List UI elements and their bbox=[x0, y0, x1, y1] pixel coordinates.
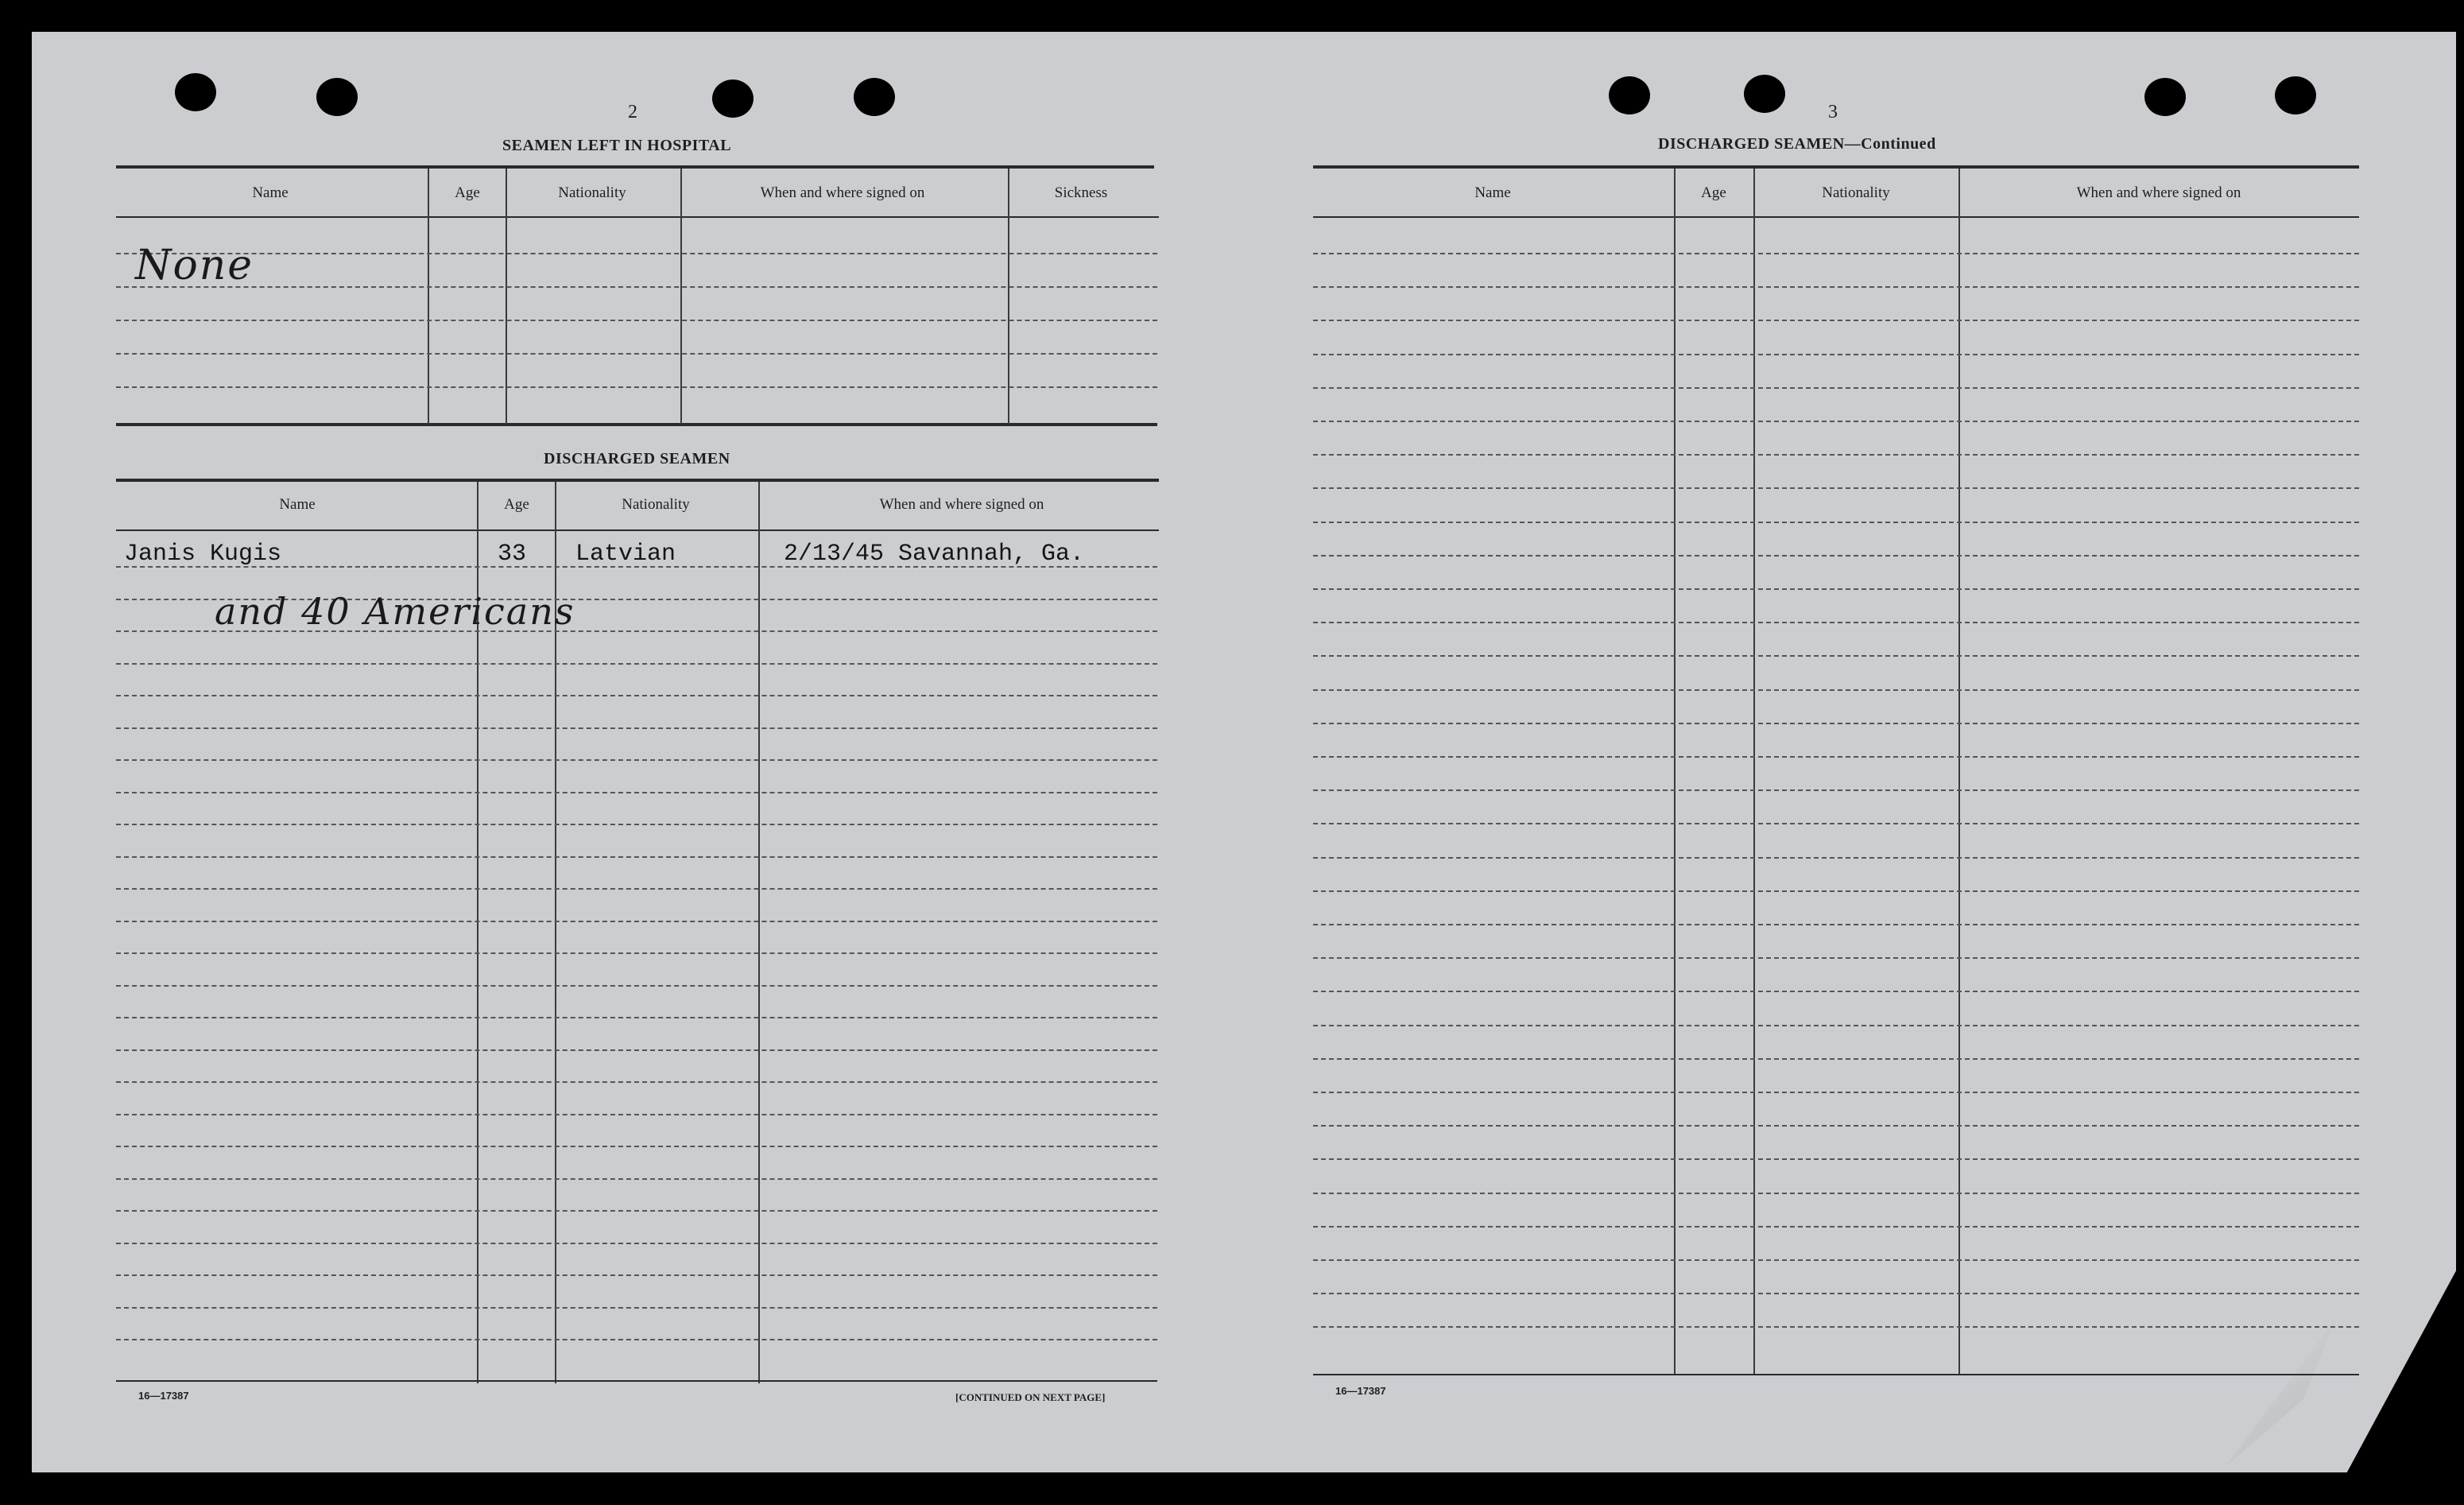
row-line bbox=[116, 1243, 1157, 1244]
row-line bbox=[116, 1178, 1157, 1180]
column-header-age: Age bbox=[1701, 184, 1726, 201]
row-line bbox=[116, 386, 1157, 388]
column-divider bbox=[1958, 169, 1960, 1375]
row-line bbox=[1313, 991, 2359, 992]
table-bottom-rule bbox=[1313, 1374, 2359, 1375]
row-line bbox=[1313, 890, 2359, 892]
row-line bbox=[116, 1081, 1157, 1083]
table-bottom-rule bbox=[116, 423, 1157, 426]
row-line bbox=[1313, 1092, 2359, 1093]
row-line bbox=[116, 792, 1157, 793]
row-line bbox=[1313, 823, 2359, 824]
column-divider bbox=[758, 482, 760, 1383]
title-main: DISCHARGED SEAMEN bbox=[1658, 135, 1845, 153]
row-line bbox=[1313, 421, 2359, 422]
column-header-nationality: Nationality bbox=[622, 496, 690, 513]
row-line bbox=[116, 1274, 1157, 1276]
punch-hole bbox=[316, 78, 358, 116]
row-line bbox=[1313, 957, 2359, 959]
seaman-name: Janis Kugis bbox=[124, 541, 282, 568]
row-line bbox=[116, 320, 1157, 321]
punch-hole bbox=[175, 73, 216, 111]
row-line bbox=[1313, 689, 2359, 691]
punch-hole bbox=[2275, 76, 2316, 114]
row-line bbox=[1313, 924, 2359, 925]
form-number: 16—17387 bbox=[1335, 1385, 1386, 1397]
column-divider bbox=[1674, 169, 1676, 1375]
punch-hole bbox=[1744, 75, 1785, 113]
row-line bbox=[116, 1146, 1157, 1147]
row-line bbox=[1313, 655, 2359, 657]
column-divider bbox=[1753, 169, 1755, 1375]
row-line bbox=[116, 921, 1157, 922]
row-line bbox=[1313, 789, 2359, 791]
handwritten-note: and 40 Americans bbox=[215, 590, 575, 633]
row-line bbox=[1313, 756, 2359, 758]
table-bottom-rule bbox=[116, 1380, 1157, 1382]
column-header-nationality: Nationality bbox=[558, 184, 626, 201]
title-suffix: —Continued bbox=[1844, 135, 1936, 153]
seaman-signed-on: 2/13/45 Savannah, Ga. bbox=[784, 541, 1085, 568]
column-header-age: Age bbox=[504, 496, 529, 513]
punch-hole bbox=[1609, 76, 1650, 114]
row-line bbox=[1313, 622, 2359, 623]
row-line bbox=[116, 985, 1157, 987]
row-line bbox=[116, 286, 1157, 288]
row-line bbox=[1313, 487, 2359, 489]
row-line bbox=[1313, 1158, 2359, 1160]
table-header-rule bbox=[116, 529, 1159, 531]
row-line bbox=[116, 1049, 1157, 1051]
punch-hole bbox=[712, 80, 754, 118]
row-line bbox=[116, 1339, 1157, 1340]
row-line bbox=[1313, 286, 2359, 288]
row-line bbox=[116, 695, 1157, 696]
table-header-rule bbox=[1313, 216, 2359, 218]
row-line bbox=[1313, 320, 2359, 321]
punch-hole bbox=[854, 78, 895, 116]
form-number: 16—17387 bbox=[138, 1390, 189, 1402]
row-line bbox=[116, 824, 1157, 825]
seaman-age: 33 bbox=[498, 541, 527, 568]
row-line bbox=[116, 727, 1157, 729]
row-line bbox=[116, 353, 1157, 355]
column-header-nationality: Nationality bbox=[1822, 184, 1890, 201]
column-header-signed-on: When and where signed on bbox=[760, 184, 925, 201]
punch-hole bbox=[2144, 78, 2186, 116]
row-line bbox=[116, 1307, 1157, 1309]
column-header-signed-on: When and where signed on bbox=[879, 496, 1044, 513]
row-line bbox=[116, 663, 1157, 665]
continued-note: [CONTINUED ON NEXT PAGE] bbox=[955, 1391, 1106, 1403]
row-line bbox=[1313, 1326, 2359, 1328]
row-line bbox=[1313, 522, 2359, 523]
column-header-name: Name bbox=[1474, 184, 1511, 201]
row-line bbox=[1313, 1125, 2359, 1127]
row-line bbox=[1313, 253, 2359, 254]
page-number: 3 bbox=[1828, 102, 1838, 122]
row-line bbox=[1313, 354, 2359, 355]
row-line bbox=[116, 952, 1157, 954]
row-line bbox=[1313, 1025, 2359, 1026]
column-header-sickness: Sickness bbox=[1054, 184, 1108, 201]
discharged-continued-title bbox=[1658, 135, 1936, 153]
row-line bbox=[116, 888, 1157, 890]
column-header-name: Name bbox=[279, 496, 316, 513]
page-number: 2 bbox=[628, 102, 637, 122]
row-line bbox=[116, 1017, 1157, 1018]
row-line bbox=[1313, 723, 2359, 724]
row-line bbox=[1313, 857, 2359, 859]
row-line bbox=[1313, 387, 2359, 389]
discharged-section-title: DISCHARGED SEAMEN bbox=[544, 450, 730, 467]
row-line bbox=[116, 253, 1157, 254]
row-line bbox=[1313, 1259, 2359, 1261]
row-line bbox=[116, 759, 1157, 761]
table-top-rule bbox=[116, 165, 1154, 169]
row-line bbox=[116, 1114, 1157, 1115]
table-top-rule bbox=[1313, 165, 2359, 169]
handwritten-none: None bbox=[135, 242, 254, 289]
row-line bbox=[1313, 555, 2359, 557]
row-line bbox=[1313, 588, 2359, 590]
column-header-name: Name bbox=[252, 184, 289, 201]
row-line bbox=[116, 1210, 1157, 1212]
column-header-signed-on: When and where signed on bbox=[2076, 184, 2241, 201]
row-line bbox=[116, 856, 1157, 858]
row-line bbox=[1313, 1058, 2359, 1060]
row-line bbox=[1313, 1293, 2359, 1294]
row-line bbox=[1313, 1226, 2359, 1228]
hospital-section-title: SEAMEN LEFT IN HOSPITAL bbox=[502, 137, 732, 154]
row-line bbox=[1313, 1193, 2359, 1194]
row-line bbox=[1313, 454, 2359, 456]
column-header-age: Age bbox=[455, 184, 480, 201]
document-sheet bbox=[32, 32, 2456, 1472]
seaman-nationality: Latvian bbox=[575, 541, 676, 568]
table-header-rule bbox=[116, 216, 1159, 218]
table-top-rule bbox=[116, 479, 1159, 482]
